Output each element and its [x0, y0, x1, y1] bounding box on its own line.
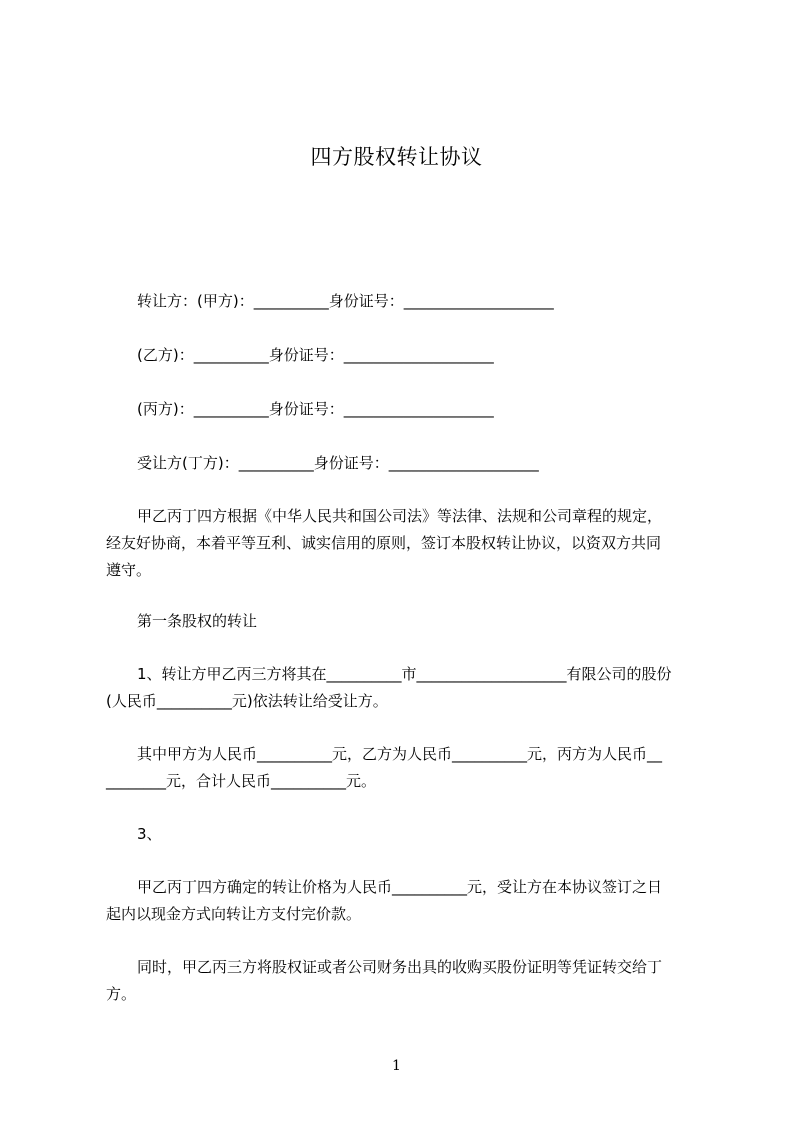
transferor-party-a-line: 转让方：(甲方)：__________身份证号：____________________: [137, 292, 554, 310]
price-line-2: 起内以现金方式向转让方支付完价款。: [106, 905, 362, 923]
breakdown-line-2: ________元，合计人民币__________元。: [106, 772, 377, 790]
clause-1-line-2: (人民币__________元)依法转让给受让方。: [106, 692, 388, 710]
page-number: 1: [392, 1058, 401, 1074]
preamble-line-3: 遵守。: [106, 561, 152, 579]
party-c-line: (丙方)：__________身份证号：____________________: [137, 400, 494, 418]
price-line-1: 甲乙丙丁四方确定的转让价格为人民币__________元，受让方在本协议签订之日: [137, 878, 663, 896]
clause-3-label: 3、: [137, 825, 162, 843]
transferee-party-d-line: 受让方(丁方)：__________身份证号：____________________: [137, 454, 539, 472]
handover-line-2: 方。: [106, 985, 137, 1003]
document-title: 四方股权转让协议: [310, 145, 483, 169]
preamble-line-2: 经友好协商，本着平等互利、诚实信用的原则，签订本股权转让协议，以资双方共同: [106, 534, 662, 552]
party-b-line: (乙方)：__________身份证号：____________________: [137, 346, 494, 364]
breakdown-line-1: 其中甲方为人民币__________元，乙方为人民币__________元，丙方为人民币__: [137, 745, 663, 763]
clause-1-line-1: 1、转让方甲乙丙三方将其在__________市____________________有限公司的股份: [137, 665, 672, 683]
handover-line-1: 同时，甲乙丙三方将股权证或者公司财务出具的收购买股份证明等凭证转交给丁: [137, 958, 663, 976]
article-1-heading: 第一条股权的转让: [137, 612, 258, 630]
preamble-line-1: 甲乙丙丁四方根据《中华人民共和国公司法》等法律、法规和公司章程的规定，: [137, 507, 663, 525]
